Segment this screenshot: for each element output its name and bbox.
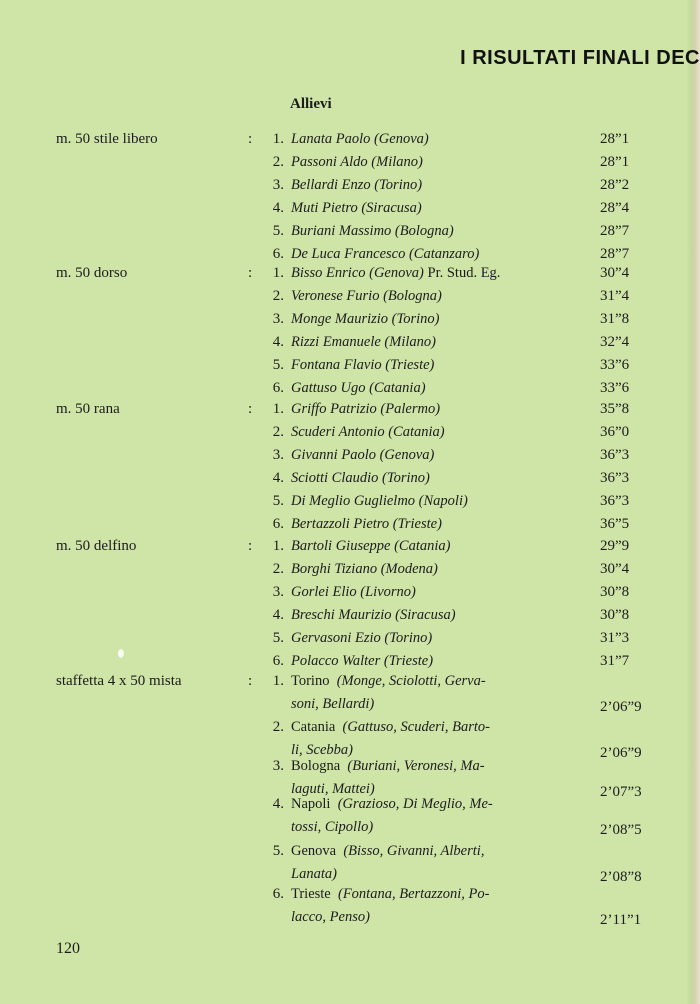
result-position: 2. — [272, 154, 284, 170]
result-position: 3. — [272, 758, 284, 774]
result-position: 6. — [272, 516, 284, 532]
colon: : — [248, 673, 253, 689]
event-name: m. 50 stile libero — [56, 131, 158, 147]
result-position: 3. — [272, 447, 284, 463]
paper-mark — [118, 649, 124, 658]
relay-members-cont: tossi, Cipollo) — [291, 819, 374, 835]
event-name: staffetta 4 x 50 mista — [56, 673, 182, 689]
result-athlete: Passoni Aldo (Milano) — [291, 154, 423, 170]
event-name: m. 50 delfino — [56, 538, 137, 554]
relay-members: (Gattuso, Scuderi, Barto- — [342, 719, 490, 735]
result-athlete: Gorlei Elio (Livorno) — [291, 584, 416, 600]
result-position: 1. — [272, 131, 284, 147]
result-row — [0, 607, 700, 631]
result-time: 31”7 — [600, 653, 630, 669]
result-time: 36”3 — [600, 447, 630, 463]
result-athlete: Fontana Flavio (Trieste) — [291, 357, 435, 373]
result-row — [0, 630, 700, 654]
relay-team: Torino — [291, 673, 330, 689]
relay-line — [291, 719, 490, 736]
relay-row — [0, 843, 700, 885]
colon: : — [248, 401, 253, 417]
result-athlete: Griffo Patrizio (Palermo) — [291, 401, 441, 417]
result-athlete: Gervasoni Ezio (Torino) — [291, 630, 433, 646]
result-time: 2’06”9 — [600, 699, 642, 715]
result-position: 1. — [272, 401, 284, 417]
result-athlete: Givanni Paolo (Genova) — [291, 447, 435, 463]
result-time: 29”9 — [600, 538, 630, 554]
result-time: 28”1 — [600, 154, 630, 170]
result-row — [0, 516, 700, 540]
result-athlete: Buriani Massimo (Bologna) — [291, 223, 454, 239]
result-position: 5. — [272, 223, 284, 239]
result-time: 30”4 — [600, 561, 630, 577]
result-time: 36”3 — [600, 470, 630, 486]
result-athlete: Bartoli Giuseppe (Catania) — [291, 538, 451, 554]
result-row — [0, 223, 700, 247]
relay-line — [291, 673, 486, 690]
result-time: 33”6 — [600, 357, 630, 373]
result-athlete — [291, 265, 500, 282]
result-row — [0, 470, 700, 494]
result-row — [0, 265, 700, 289]
result-time: 33”6 — [600, 380, 630, 396]
result-row — [0, 131, 700, 155]
result-athlete: Muti Pietro (Siracusa) — [291, 200, 422, 216]
relay-members-cont: li, Scebba) — [291, 742, 354, 758]
result-position: 4. — [272, 796, 284, 812]
result-position: 1. — [272, 265, 284, 281]
result-athlete: Bertazzoli Pietro (Trieste) — [291, 516, 442, 532]
result-position: 5. — [272, 357, 284, 373]
relay-team: Napoli — [291, 796, 331, 812]
relay-row — [0, 673, 700, 715]
result-time: 2’06”9 — [600, 745, 642, 761]
result-row — [0, 311, 700, 335]
result-athlete: Monge Maurizio (Torino) — [291, 311, 440, 327]
result-row — [0, 177, 700, 201]
result-athlete: Polacco Walter (Trieste) — [291, 653, 434, 669]
result-row — [0, 561, 700, 585]
result-athlete: Lanata Paolo (Genova) — [291, 131, 429, 147]
result-time: 28”7 — [600, 223, 630, 239]
colon: : — [248, 538, 253, 554]
result-athlete: Scuderi Antonio (Catania) — [291, 424, 445, 440]
result-position: 4. — [272, 200, 284, 216]
relay-members-cont: Lanata) — [291, 866, 337, 882]
result-row — [0, 538, 700, 562]
relay-members-cont: lacco, Penso) — [291, 909, 370, 925]
result-athlete: Borghi Tiziano (Modena) — [291, 561, 438, 577]
relay-members: (Buriani, Veronesi, Ma- — [347, 758, 485, 774]
result-row — [0, 288, 700, 312]
result-row — [0, 447, 700, 471]
page-number: 120 — [56, 940, 80, 957]
result-position: 6. — [272, 886, 284, 902]
result-athlete: Breschi Maurizio (Siracusa) — [291, 607, 456, 623]
result-time: 35”8 — [600, 401, 630, 417]
event-name: m. 50 rana — [56, 401, 120, 417]
relay-members: (Fontana, Bertazzoni, Po- — [338, 886, 490, 902]
result-position: 4. — [272, 607, 284, 623]
result-position: 2. — [272, 719, 284, 735]
relay-line — [291, 796, 493, 813]
section-title: Allievi — [290, 96, 332, 112]
result-position: 1. — [272, 673, 284, 689]
result-position: 5. — [272, 493, 284, 509]
result-time: 36”3 — [600, 493, 630, 509]
result-time: 28”7 — [600, 246, 630, 262]
result-time: 28”2 — [600, 177, 630, 193]
relay-team: Catania — [291, 719, 336, 735]
result-time: 36”5 — [600, 516, 630, 532]
result-position: 6. — [272, 380, 284, 396]
athlete-name: Bisso Enrico (Genova) — [291, 265, 424, 281]
result-athlete: Di Meglio Guglielmo (Napoli) — [291, 493, 468, 509]
result-row — [0, 334, 700, 358]
result-note: Pr. Stud. Eg. — [423, 265, 501, 281]
result-row — [0, 424, 700, 448]
result-time: 2’08”8 — [600, 869, 642, 885]
result-time: 30”8 — [600, 584, 630, 600]
result-time: 32”4 — [600, 334, 630, 350]
result-time: 31”8 — [600, 311, 630, 327]
result-time: 28”1 — [600, 131, 630, 147]
result-position: 4. — [272, 334, 284, 350]
result-position: 2. — [272, 424, 284, 440]
relay-members: (Monge, Sciolotti, Gerva- — [336, 673, 486, 689]
result-time: 31”4 — [600, 288, 630, 304]
relay-line — [291, 886, 489, 903]
result-position: 5. — [272, 630, 284, 646]
result-time: 36”0 — [600, 424, 630, 440]
result-time: 2’08”5 — [600, 822, 642, 838]
result-time: 30”8 — [600, 607, 630, 623]
relay-row — [0, 796, 700, 838]
relay-line — [291, 843, 484, 860]
result-position: 4. — [272, 470, 284, 486]
result-position: 3. — [272, 311, 284, 327]
result-row — [0, 200, 700, 224]
relay-line — [291, 758, 485, 775]
result-athlete: Gattuso Ugo (Catania) — [291, 380, 426, 396]
colon: : — [248, 131, 253, 147]
relay-members-cont: soni, Bellardi) — [291, 696, 375, 712]
result-position: 2. — [272, 561, 284, 577]
relay-team: Trieste — [291, 886, 331, 902]
relay-members: (Grazioso, Di Meglio, Me- — [337, 796, 493, 812]
relay-row — [0, 886, 700, 928]
result-position: 6. — [272, 653, 284, 669]
result-time: 2’11”1 — [600, 912, 642, 928]
result-position: 1. — [272, 538, 284, 554]
result-row — [0, 493, 700, 517]
relay-team: Bologna — [291, 758, 341, 774]
result-time: 2’07”3 — [600, 784, 642, 800]
relay-row — [0, 758, 700, 800]
result-row — [0, 154, 700, 178]
result-athlete: De Luca Francesco (Catanzaro) — [291, 246, 480, 262]
page-header: I RISULTATI FINALI DEC — [460, 47, 700, 69]
result-athlete: Rizzi Emanuele (Milano) — [291, 334, 436, 350]
result-position: 3. — [272, 584, 284, 600]
result-position: 5. — [272, 843, 284, 859]
relay-team: Genova — [291, 843, 337, 859]
result-row — [0, 584, 700, 608]
result-athlete: Sciotti Claudio (Torino) — [291, 470, 430, 486]
result-time: 30”4 — [600, 265, 630, 281]
colon: : — [248, 265, 253, 281]
event-name: m. 50 dorso — [56, 265, 128, 281]
result-row — [0, 357, 700, 381]
result-position: 3. — [272, 177, 284, 193]
result-athlete: Bellardi Enzo (Torino) — [291, 177, 423, 193]
result-time: 28”4 — [600, 200, 630, 216]
result-time: 31”3 — [600, 630, 630, 646]
result-position: 2. — [272, 288, 284, 304]
relay-members-cont: laguti, Mattei) — [291, 781, 375, 797]
relay-members: (Bisso, Givanni, Alberti, — [343, 843, 485, 859]
result-athlete: Veronese Furio (Bologna) — [291, 288, 442, 304]
relay-row — [0, 719, 700, 761]
result-row — [0, 401, 700, 425]
result-position: 6. — [272, 246, 284, 262]
